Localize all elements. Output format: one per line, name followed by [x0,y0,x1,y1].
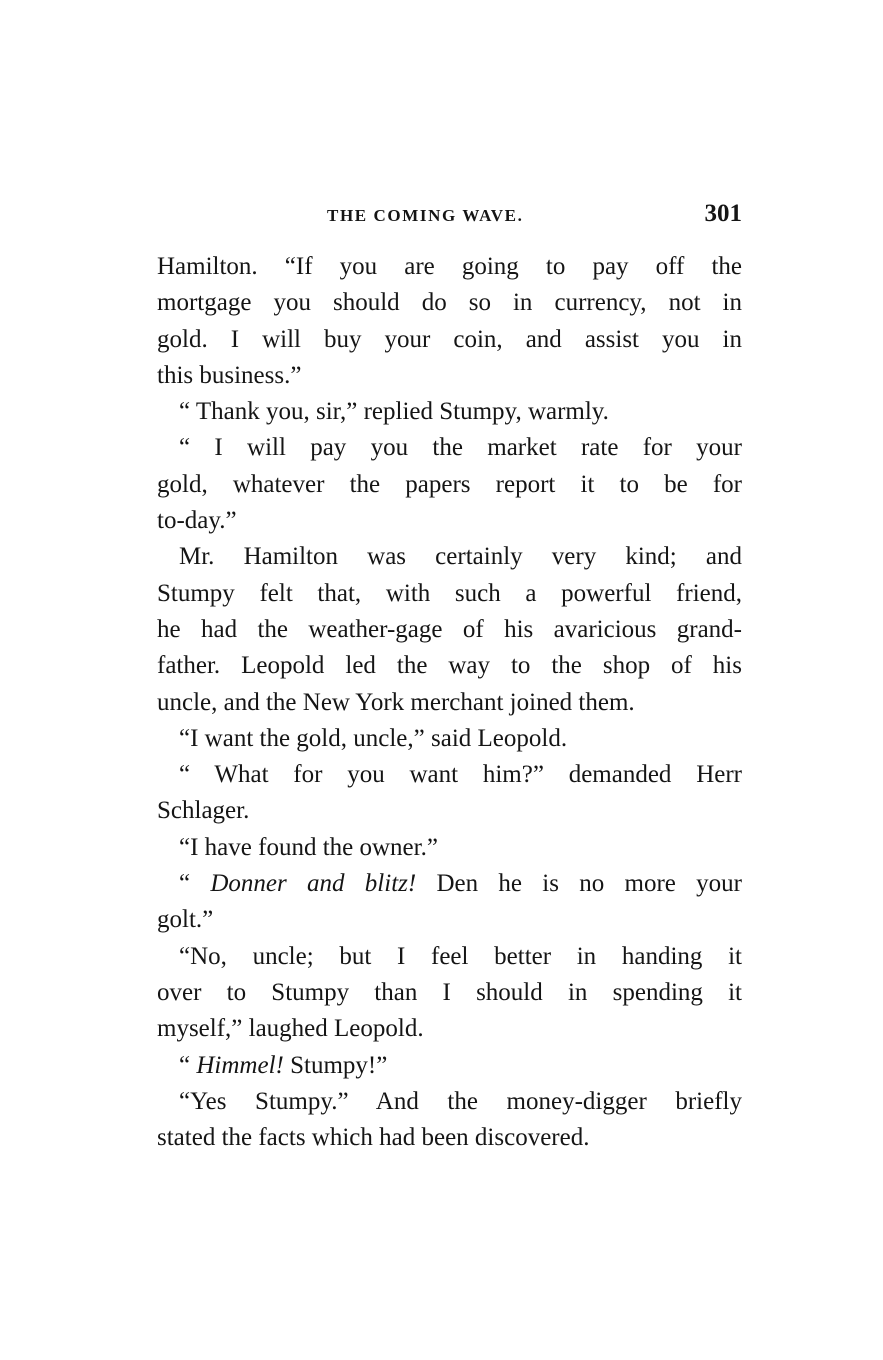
text-segment: Stumpy!” [283,1051,388,1079]
text-segment: Hamilton. “If you are going to pay off the [157,253,742,280]
text-line [157,1084,742,1120]
text-line [157,757,742,793]
running-title: THE COMING WAVE. [327,206,524,225]
text-segment: “No, uncle; but I feel better in handing it [179,942,742,970]
italic-phrase: Donner and blitz! [210,870,417,898]
text-segment: “ [179,1051,197,1079]
text-segment: “I have found the owner.” [179,833,438,861]
text-line [157,830,742,866]
text-line [157,1048,742,1084]
text-line [157,430,742,466]
text-line [157,793,742,829]
text-line [157,322,742,358]
text-segment: mortgage you should do so in currency, not in [157,289,742,317]
text-segment: stated the facts which had been discovered. [157,1124,590,1152]
text-line [157,539,742,575]
text-segment: father. Leopold led the way to the shop of his [157,652,742,680]
text-segment: he had the weather-gage of his avaricious grand- [157,615,742,643]
text-segment: uncle, and the New York merchant joined them. [157,688,635,716]
text-line [157,1120,742,1156]
text-line [157,721,742,757]
text-segment: “I want the gold, uncle,” said Leopold. [179,724,568,752]
text-segment: “ [179,870,211,898]
text-segment: Mr. Hamilton was certainly very kind; and [179,543,742,571]
text-line [157,358,742,394]
text-line [157,1011,742,1047]
text-segment: golt.” [157,906,214,934]
text-segment: gold, whatever the papers report it to be for [157,470,742,498]
text-line [157,939,742,975]
italic-phrase: Himmel! [196,1051,284,1079]
text-line [157,503,742,539]
text-segment: Stumpy felt that, with such a powerful friend, [157,579,742,607]
text-segment: “ What for you want him?” demanded Herr [179,761,742,789]
text-line [157,467,742,503]
text-segment: gold. I will buy your coin, and assist you in [157,325,742,353]
text-segment: to-day.” [157,507,237,535]
text-segment: this business.” [157,361,302,389]
running-head [157,200,742,232]
text-segment: “ I will pay you the market rate for your [179,434,742,462]
text-line [157,975,742,1011]
body-text [157,249,742,1156]
text-line [157,648,742,684]
text-segment: “Yes Stumpy.” And the money-digger briefly [179,1087,742,1115]
text-line [157,394,742,430]
text-line [157,866,742,902]
text-line [157,685,742,721]
text-line [157,902,742,938]
text-segment: Den he is no more your [416,870,742,898]
text-line [157,285,742,321]
text-segment: myself,” laughed Leopold. [157,1015,424,1043]
page-number: 301 [704,200,742,227]
text-segment: over to Stumpy than I should in spending it [157,978,742,1006]
text-segment: Schlager. [157,797,250,825]
text-segment: “ Thank you, sir,” replied Stumpy, warmly. [179,398,609,426]
text-line [157,249,742,285]
text-line [157,612,742,648]
text-line [157,576,742,612]
